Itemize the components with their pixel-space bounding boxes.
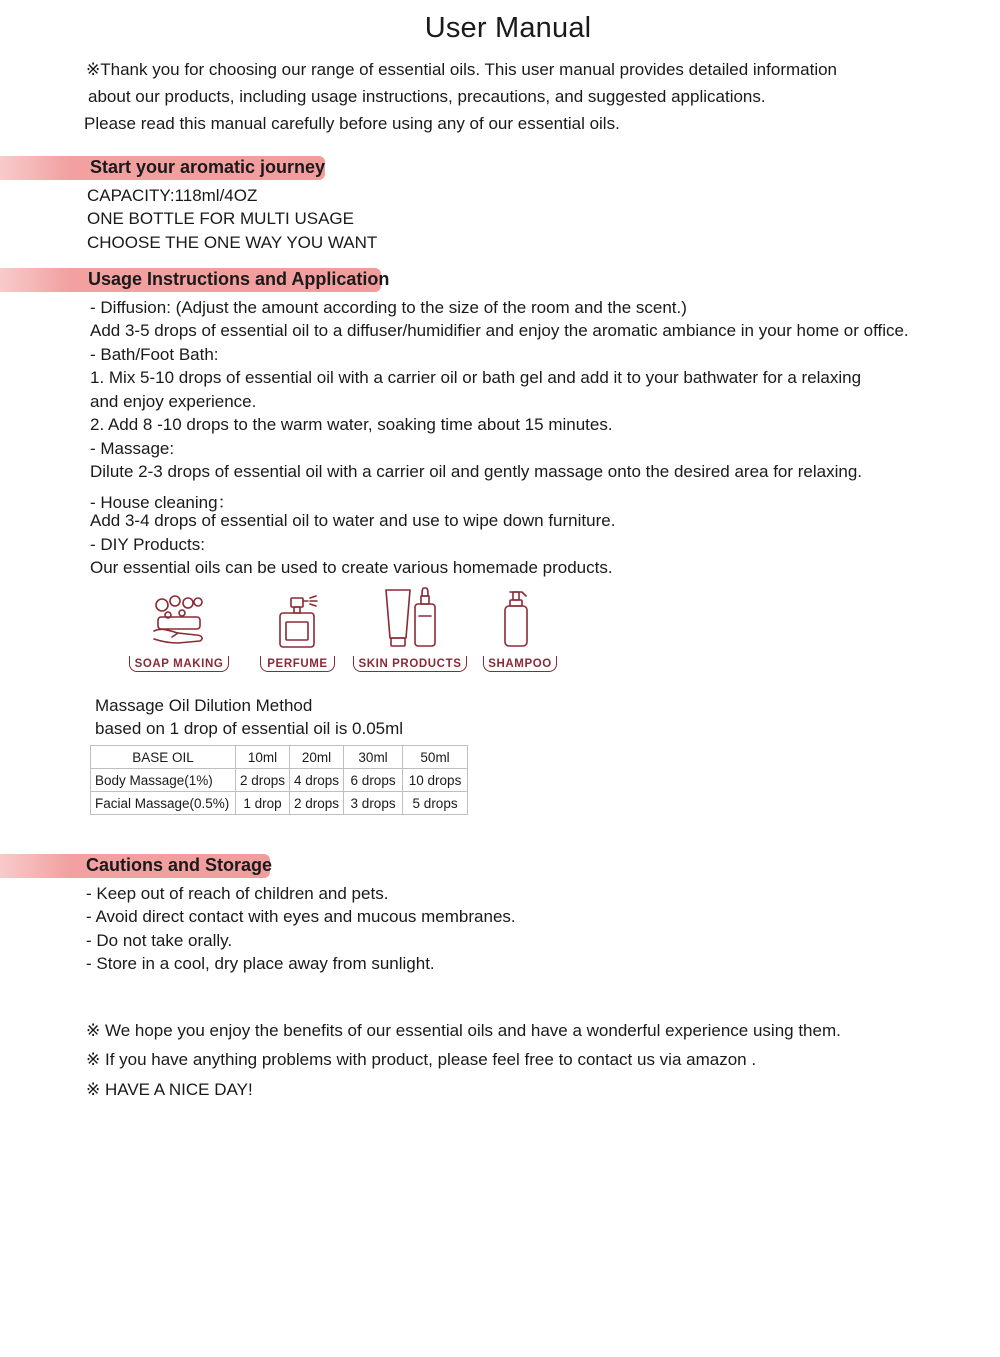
intro-line: about our products, including usage instructions, precautions, and suggested applications. — [88, 87, 766, 106]
usage-line: and enjoy experience. — [90, 392, 257, 411]
table-cell: 1 drop — [236, 792, 290, 815]
product-label-perfume: PERFUME — [260, 656, 335, 672]
usage-line: - Bath/Foot Bath: — [90, 345, 219, 364]
journey-line: CHOOSE THE ONE WAY YOU WANT — [87, 233, 378, 252]
usage-line: Dilute 2-3 drops of essential oil with a carrier oil and gently massage onto the desired area for relaxing. — [90, 462, 863, 481]
caution-line: - Store in a cool, dry place away from sunlight. — [86, 954, 435, 973]
usage-line: - House cleaning： — [90, 493, 235, 512]
table-cell: 10 drops — [403, 769, 468, 792]
intro-line: ※Thank you for choosing our range of essential oils. This user manual provides detailed information — [86, 60, 838, 79]
closing-line: ※ HAVE A NICE DAY! — [86, 1080, 253, 1099]
table-cell: 5 drops — [403, 792, 468, 815]
usage-line: 2. Add 8 -10 drops to the warm water, soaking time about 15 minutes. — [90, 415, 613, 434]
table-cell: Facial Massage(0.5%) — [91, 792, 236, 815]
table-row — [91, 769, 468, 792]
section-heading-journey: Start your aromatic journey — [90, 157, 326, 177]
caution-line: - Avoid direct contact with eyes and mucous membranes. — [86, 907, 516, 926]
usage-line: - Massage: — [90, 439, 175, 458]
journey-line: CAPACITY:118ml/4OZ — [87, 186, 258, 205]
journey-line: ONE BOTTLE FOR MULTI USAGE — [87, 209, 354, 228]
usage-line: Add 3-5 drops of essential oil to a diffuser/humidifier and enjoy the aromatic ambiance in your home or office. — [90, 321, 909, 340]
section-heading-cautions: Cautions and Storage — [86, 855, 273, 875]
skin-products-icon — [380, 586, 442, 655]
closing-line: ※ If you have anything problems with product, please feel free to contact us via amazon . — [86, 1050, 757, 1069]
table-header-cell: BASE OIL — [91, 746, 236, 769]
section-heading-usage: Usage Instructions and Application — [88, 269, 390, 289]
intro-line: Please read this manual carefully before using any of our essential oils. — [84, 114, 620, 133]
table-cell: 2 drops — [290, 792, 344, 815]
product-label-soap: SOAP MAKING — [129, 656, 229, 672]
table-header-cell: 50ml — [403, 746, 468, 769]
table-cell: 2 drops — [236, 769, 290, 792]
product-label-skin: SKIN PRODUCTS — [353, 656, 467, 672]
usage-line: 1. Mix 5-10 drops of essential oil with a carrier oil or bath gel and add it to your bathwater for a relaxing — [90, 368, 862, 387]
usage-line: Add 3-4 drops of essential oil to water and use to wipe down furniture. — [90, 511, 616, 530]
table-header-cell: 10ml — [236, 746, 290, 769]
product-label-shampoo: SHAMPOO — [483, 656, 557, 672]
caution-line: - Do not take orally. — [86, 931, 233, 950]
table-cell: Body Massage(1%) — [91, 769, 236, 792]
usage-line: - DIY Products: — [90, 535, 205, 554]
shampoo-icon — [500, 588, 536, 655]
table-cell: 3 drops — [344, 792, 403, 815]
perfume-icon — [274, 592, 324, 655]
soap-icon — [148, 593, 210, 654]
table-row — [91, 792, 468, 815]
usage-line: - Diffusion: (Adjust the amount according to the size of the room and the scent.) — [90, 298, 687, 317]
table-header-cell: 30ml — [344, 746, 403, 769]
table-cell: 4 drops — [290, 769, 344, 792]
table-header-row — [91, 746, 468, 769]
dilution-title: Massage Oil Dilution Method — [95, 696, 313, 715]
dilution-table — [90, 745, 468, 815]
usage-line: Our essential oils can be used to create various homemade products. — [90, 558, 613, 577]
closing-line: ※ We hope you enjoy the benefits of our essential oils and have a wonderful experience using them. — [86, 1021, 841, 1040]
dilution-subtitle: based on 1 drop of essential oil is 0.05ml — [95, 719, 404, 738]
table-cell: 6 drops — [344, 769, 403, 792]
page-title: User Manual — [424, 12, 592, 44]
table-header-cell: 20ml — [290, 746, 344, 769]
caution-line: - Keep out of reach of children and pets. — [86, 884, 389, 903]
